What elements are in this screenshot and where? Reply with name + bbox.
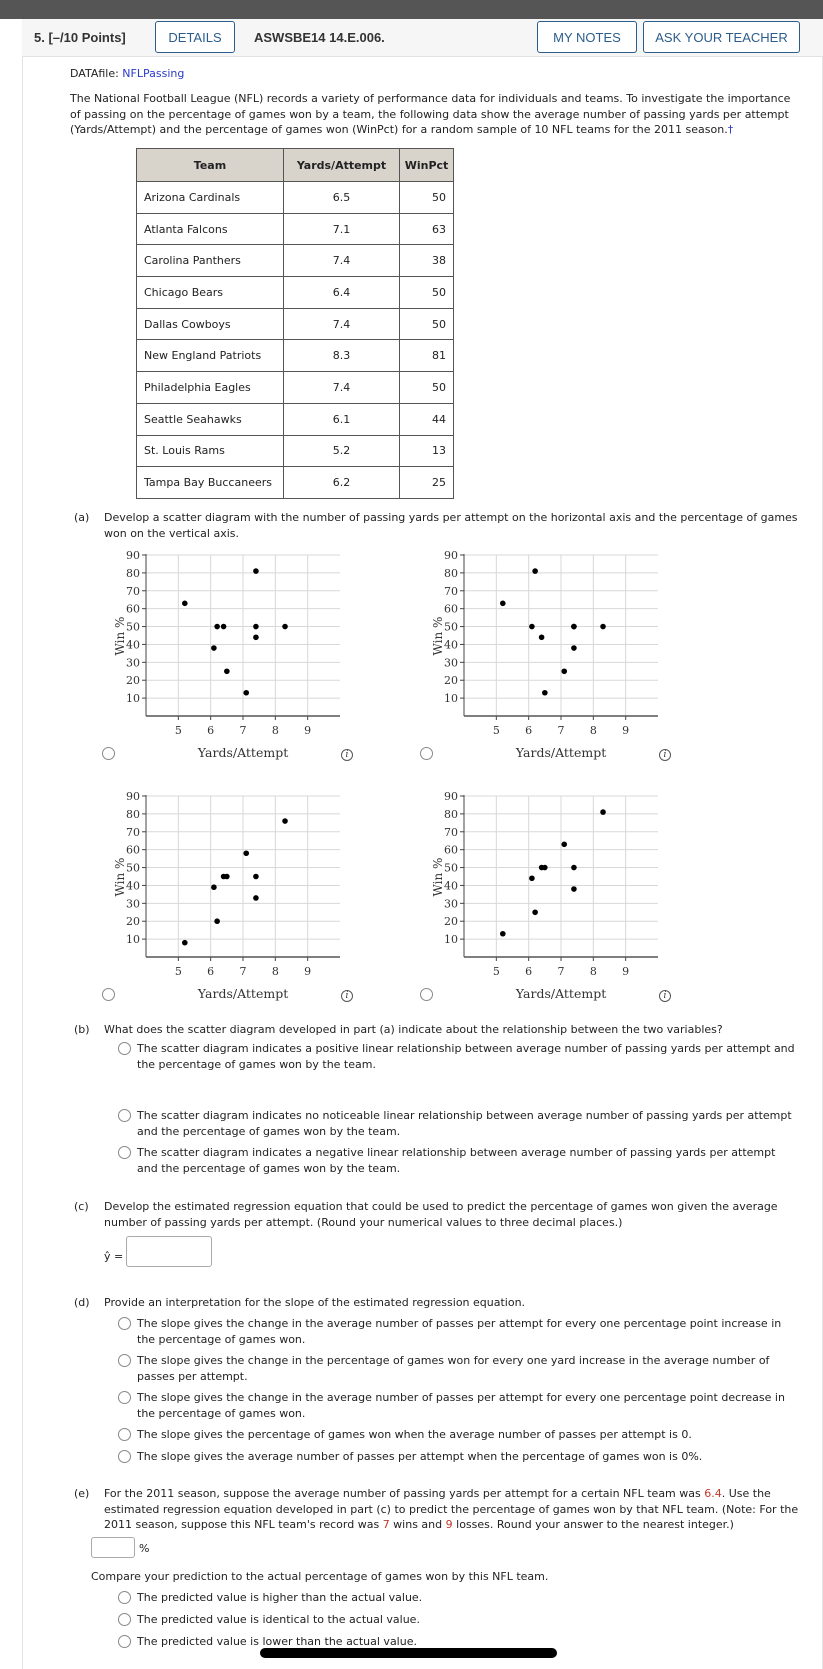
winpct-cell: 50 (400, 277, 454, 309)
part-d-option-3[interactable] (118, 1390, 798, 1421)
x-tick-label: 5 (174, 965, 182, 978)
x-tick-label: 9 (304, 965, 312, 978)
radio-button[interactable] (118, 1428, 131, 1441)
x-axis-label: Yards/Attempt (197, 745, 289, 760)
x-tick-label: 5 (492, 724, 500, 737)
y-tick-label: 30 (126, 656, 140, 670)
x-axis-label: Yards/Attempt (197, 986, 289, 1001)
y-tick-label: 60 (126, 602, 140, 616)
yards-cell: 7.4 (284, 245, 400, 277)
x-tick-label: 6 (207, 965, 215, 978)
y-tick-label: 80 (126, 566, 140, 580)
table-row (137, 467, 454, 499)
y-tick-label: 40 (444, 879, 458, 893)
data-point (600, 624, 606, 630)
intro-text (70, 91, 800, 138)
y-tick-label: 60 (444, 843, 458, 857)
yards-value: 6.4 (704, 1487, 722, 1500)
data-point (224, 874, 230, 880)
option-text: The scatter diagram indicates a positive linear relationship between average number of passing yards per attempt and the percentage of games won by the team. (137, 1042, 795, 1071)
data-point (542, 690, 548, 696)
part-e-text: wins and (389, 1518, 446, 1531)
y-tick-label: 10 (126, 933, 140, 947)
x-tick-label: 8 (271, 965, 279, 978)
datafile-line (70, 66, 184, 82)
part-b (74, 1022, 804, 1038)
y-tick-label: 30 (444, 897, 458, 911)
part-d-text: Provide an interpretation for the slope of the estimated regression equation. (104, 1296, 526, 1309)
compare-text: Compare your prediction to the actual percentage of games won by this NFL team. (91, 1570, 549, 1583)
info-icon[interactable]: i (659, 749, 671, 761)
part-c (74, 1199, 804, 1230)
yards-cell: 6.5 (284, 182, 400, 214)
info-icon[interactable]: i (341, 749, 353, 761)
winpct-cell: 63 (400, 213, 454, 245)
y-tick-label: 80 (444, 807, 458, 821)
data-point (214, 918, 220, 924)
part-e-text: For the 2011 season, suppose the average number of passing yards per attempt for a certain NFL team was (104, 1487, 705, 1500)
option-text: The predicted value is lower than the actual value. (137, 1635, 417, 1648)
y-tick-label: 40 (126, 638, 140, 652)
part-b-text: What does the scatter diagram developed in part (a) indicate about the relationship between the two variables? (104, 1023, 723, 1036)
losses-value: 9 (445, 1518, 453, 1531)
data-point (243, 690, 249, 696)
radio-button[interactable] (118, 1450, 131, 1463)
table-row (137, 372, 454, 404)
data-point (561, 842, 567, 848)
y-tick-label: 90 (444, 790, 458, 803)
table-row (137, 435, 454, 467)
part-c-label: (c) (74, 1200, 89, 1213)
team-cell: Chicago Bears (137, 277, 284, 309)
yards-cell: 7.4 (284, 308, 400, 340)
part-e-text: . Use the estimated regression equation developed in part (c) to predict the percentage of games won by that NFL team. (Note: For the 2011 season, suppose this NFL team's record was (104, 1487, 799, 1531)
table-row (137, 340, 454, 372)
y-tick-label: 20 (444, 674, 458, 688)
data-point (542, 865, 548, 871)
table-row (137, 245, 454, 277)
y-tick-label: 30 (126, 897, 140, 911)
x-tick-label: 9 (622, 965, 630, 978)
option-text: The predicted value is identical to the actual value. (137, 1613, 420, 1626)
scatter-chart-2 (418, 540, 668, 770)
x-tick-label: 8 (589, 724, 597, 737)
radio-button[interactable] (118, 1391, 131, 1404)
team-cell: Atlanta Falcons (137, 213, 284, 245)
team-cell: Dallas Cowboys (137, 308, 284, 340)
data-point (214, 624, 220, 630)
scatter-option-radio-1[interactable] (102, 747, 115, 760)
part-d-label: (d) (74, 1296, 90, 1309)
browser-top-bar (0, 0, 823, 19)
x-tick-label: 8 (271, 724, 279, 737)
y-tick-label: 60 (444, 602, 458, 616)
data-point (182, 940, 188, 946)
data-point (211, 645, 217, 651)
wins-value: 7 (382, 1518, 390, 1531)
winpct-cell: 50 (400, 308, 454, 340)
data-point (253, 624, 259, 630)
radio-button[interactable] (118, 1354, 131, 1367)
datafile-link[interactable]: NFLPassing (122, 67, 185, 80)
part-b-option-1[interactable] (118, 1041, 798, 1072)
winpct-cell: 44 (400, 403, 454, 435)
option-text: The slope gives the change in the percentage of games won for every one yard increase in the average number of passes per attempt. (137, 1354, 770, 1383)
details-button[interactable]: DETAILS (155, 21, 235, 53)
y-axis-label: Win % (113, 616, 127, 656)
team-cell: Philadelphia Eagles (137, 372, 284, 404)
x-axis-label: Yards/Attempt (515, 986, 607, 1001)
y-tick-label: 50 (126, 861, 140, 875)
part-b-option-3[interactable] (118, 1145, 798, 1176)
data-table (136, 148, 454, 499)
x-tick-label: 6 (525, 965, 533, 978)
y-tick-label: 20 (126, 915, 140, 929)
x-tick-label: 6 (207, 724, 215, 737)
x-tick-label: 7 (239, 965, 247, 978)
info-icon[interactable]: i (341, 990, 353, 1002)
data-point (253, 874, 259, 880)
option-text: The slope gives the percentage of games won when the average number of passes per attempt is 0. (137, 1428, 692, 1441)
part-d-option-5[interactable] (118, 1449, 798, 1465)
part-d-option-1[interactable] (118, 1316, 798, 1347)
y-axis-label: Win % (113, 857, 127, 897)
y-tick-label: 80 (444, 566, 458, 580)
regression-equation-input[interactable] (126, 1236, 212, 1267)
scatter-chart-3 (100, 781, 350, 1011)
data-point (532, 568, 538, 574)
column-header: Team (137, 149, 284, 182)
y-tick-label: 70 (126, 825, 140, 839)
y-axis-label: Win % (431, 616, 445, 656)
part-d-option-2[interactable] (118, 1353, 798, 1384)
y-tick-label: 70 (126, 584, 140, 598)
table-row (137, 403, 454, 435)
yards-cell: 6.2 (284, 467, 400, 499)
y-axis-label: Win % (431, 857, 445, 897)
footnote-dagger-link[interactable]: † (727, 123, 734, 136)
option-text: The scatter diagram indicates no noticeable linear relationship between average number of passing yards per attempt and the percentage of games won by the team. (137, 1109, 792, 1138)
team-cell: St. Louis Rams (137, 435, 284, 467)
data-point (571, 865, 577, 871)
y-tick-label: 70 (444, 584, 458, 598)
x-tick-label: 5 (174, 724, 182, 737)
data-point (529, 875, 535, 881)
radio-button[interactable] (118, 1591, 131, 1604)
yards-cell: 7.1 (284, 213, 400, 245)
option-text: The slope gives the change in the average number of passes per attempt for every one percentage point decrease in the percentage of games won. (137, 1391, 785, 1420)
table-row (137, 213, 454, 245)
option-text: The scatter diagram indicates a negative linear relationship between average number of passing yards per attempt and the percentage of games won by the team. (137, 1146, 776, 1175)
data-point (539, 634, 545, 640)
x-tick-label: 8 (589, 965, 597, 978)
x-tick-label: 9 (622, 724, 630, 737)
data-point (600, 809, 606, 815)
data-point (253, 634, 259, 640)
data-point (571, 645, 577, 651)
intro-body: The National Football League (NFL) records a variety of performance data for individuals and teams. To investigate the importance of passing on the percentage of games won by a team, the following data show the average number of passing yards per attempt (Yards/Attempt) and the percentage of games won (WinPct) for a random sample of 10 NFL teams for the 2011 season. (70, 92, 791, 136)
x-axis-label: Yards/Attempt (515, 745, 607, 760)
y-tick-label: 80 (126, 807, 140, 821)
data-point (224, 668, 230, 674)
scatter-chart-4 (418, 781, 668, 1011)
column-header: WinPct (400, 149, 454, 182)
y-tick-label: 90 (126, 790, 140, 803)
percent-unit: % (139, 1542, 150, 1555)
x-tick-label: 7 (557, 965, 565, 978)
yards-cell: 6.1 (284, 403, 400, 435)
data-point (253, 568, 259, 574)
yards-cell: 5.2 (284, 435, 400, 467)
y-tick-label: 90 (126, 549, 140, 562)
winpct-cell: 50 (400, 182, 454, 214)
info-icon[interactable]: i (659, 990, 671, 1002)
x-tick-label: 7 (557, 724, 565, 737)
part-d-option-4[interactable] (118, 1427, 798, 1443)
data-point (571, 886, 577, 892)
ask-teacher-button[interactable]: ASK YOUR TEACHER (643, 21, 800, 53)
my-notes-button[interactable]: MY NOTES (537, 21, 637, 53)
part-e-text: losses. Round your answer to the nearest integer.) (452, 1518, 734, 1531)
y-tick-label: 20 (126, 674, 140, 688)
data-point (253, 895, 259, 901)
data-point (561, 668, 567, 674)
data-point (532, 909, 538, 915)
data-point (211, 884, 217, 890)
data-point (529, 624, 535, 630)
winpct-cell: 25 (400, 467, 454, 499)
team-cell: Arizona Cardinals (137, 182, 284, 214)
team-cell: Carolina Panthers (137, 245, 284, 277)
radio-button[interactable] (118, 1109, 131, 1122)
winpct-cell: 81 (400, 340, 454, 372)
data-point (182, 601, 188, 607)
y-tick-label: 30 (444, 656, 458, 670)
data-point (500, 601, 506, 607)
winpct-cell: 38 (400, 245, 454, 277)
question-number: 5. [–/10 Points] (34, 30, 126, 45)
y-tick-label: 10 (444, 933, 458, 947)
yards-cell: 8.3 (284, 340, 400, 372)
y-tick-label: 50 (126, 620, 140, 634)
data-point (282, 624, 288, 630)
yhat-label: ŷ = (104, 1250, 124, 1263)
yards-cell: 6.4 (284, 277, 400, 309)
radio-button[interactable] (118, 1613, 131, 1626)
winpct-cell: 13 (400, 435, 454, 467)
data-point (571, 624, 577, 630)
part-b-label: (b) (74, 1023, 90, 1036)
data-point (221, 624, 227, 630)
part-c-text: Develop the estimated regression equation that could be used to predict the percentage of games won given the average number of passing yards per attempt. (Round your numerical values to three decimal places.) (104, 1200, 778, 1229)
x-tick-label: 9 (304, 724, 312, 737)
question-code: ASWSBE14 14.E.006. (254, 30, 385, 45)
part-e-option-2[interactable] (118, 1612, 798, 1628)
part-a-label: (a) (74, 511, 90, 524)
option-text: The slope gives the average number of passes per attempt when the percentage of games won is 0%. (137, 1450, 703, 1463)
prediction-input[interactable] (91, 1537, 135, 1558)
y-tick-label: 20 (444, 915, 458, 929)
y-tick-label: 40 (444, 638, 458, 652)
scatter-option-radio-2[interactable] (420, 747, 433, 760)
y-tick-label: 50 (444, 620, 458, 634)
team-cell: Tampa Bay Buccaneers (137, 467, 284, 499)
y-tick-label: 70 (444, 825, 458, 839)
part-a-text: Develop a scatter diagram with the number of passing yards per attempt on the horizontal axis and the percentage of games won on the vertical axis. (104, 511, 798, 540)
y-tick-label: 50 (444, 861, 458, 875)
data-point (500, 931, 506, 937)
team-cell: New England Patriots (137, 340, 284, 372)
table-row (137, 182, 454, 214)
scatter-chart-1 (100, 540, 350, 770)
scatter-option-radio-4[interactable] (420, 988, 433, 1001)
y-tick-label: 60 (126, 843, 140, 857)
y-tick-label: 10 (126, 692, 140, 706)
radio-button[interactable] (118, 1317, 131, 1330)
radio-button[interactable] (118, 1042, 131, 1055)
part-d (74, 1295, 804, 1311)
radio-button[interactable] (118, 1635, 131, 1648)
x-tick-label: 6 (525, 724, 533, 737)
part-e-option-1[interactable] (118, 1590, 798, 1606)
x-tick-label: 7 (239, 724, 247, 737)
radio-button[interactable] (118, 1146, 131, 1159)
part-a (74, 510, 804, 541)
part-e-label: (e) (74, 1487, 90, 1500)
x-tick-label: 5 (492, 965, 500, 978)
table-row (137, 308, 454, 340)
part-e (74, 1486, 804, 1533)
part-b-option-2[interactable] (118, 1108, 798, 1139)
table-row (137, 277, 454, 309)
data-point (243, 850, 249, 856)
y-tick-label: 90 (444, 549, 458, 562)
data-point (282, 818, 288, 824)
option-text: The predicted value is higher than the actual value. (137, 1591, 423, 1604)
home-indicator (260, 1648, 557, 1658)
y-tick-label: 40 (126, 879, 140, 893)
winpct-cell: 50 (400, 372, 454, 404)
scatter-option-radio-3[interactable] (102, 988, 115, 1001)
datafile-label: DATAfile: (70, 67, 119, 80)
option-text: The slope gives the change in the average number of passes per attempt for every one percentage point increase in the percentage of games won. (137, 1317, 782, 1346)
question-header (22, 19, 823, 57)
y-tick-label: 10 (444, 692, 458, 706)
column-header: Yards/Attempt (284, 149, 400, 182)
yards-cell: 7.4 (284, 372, 400, 404)
team-cell: Seattle Seahawks (137, 403, 284, 435)
